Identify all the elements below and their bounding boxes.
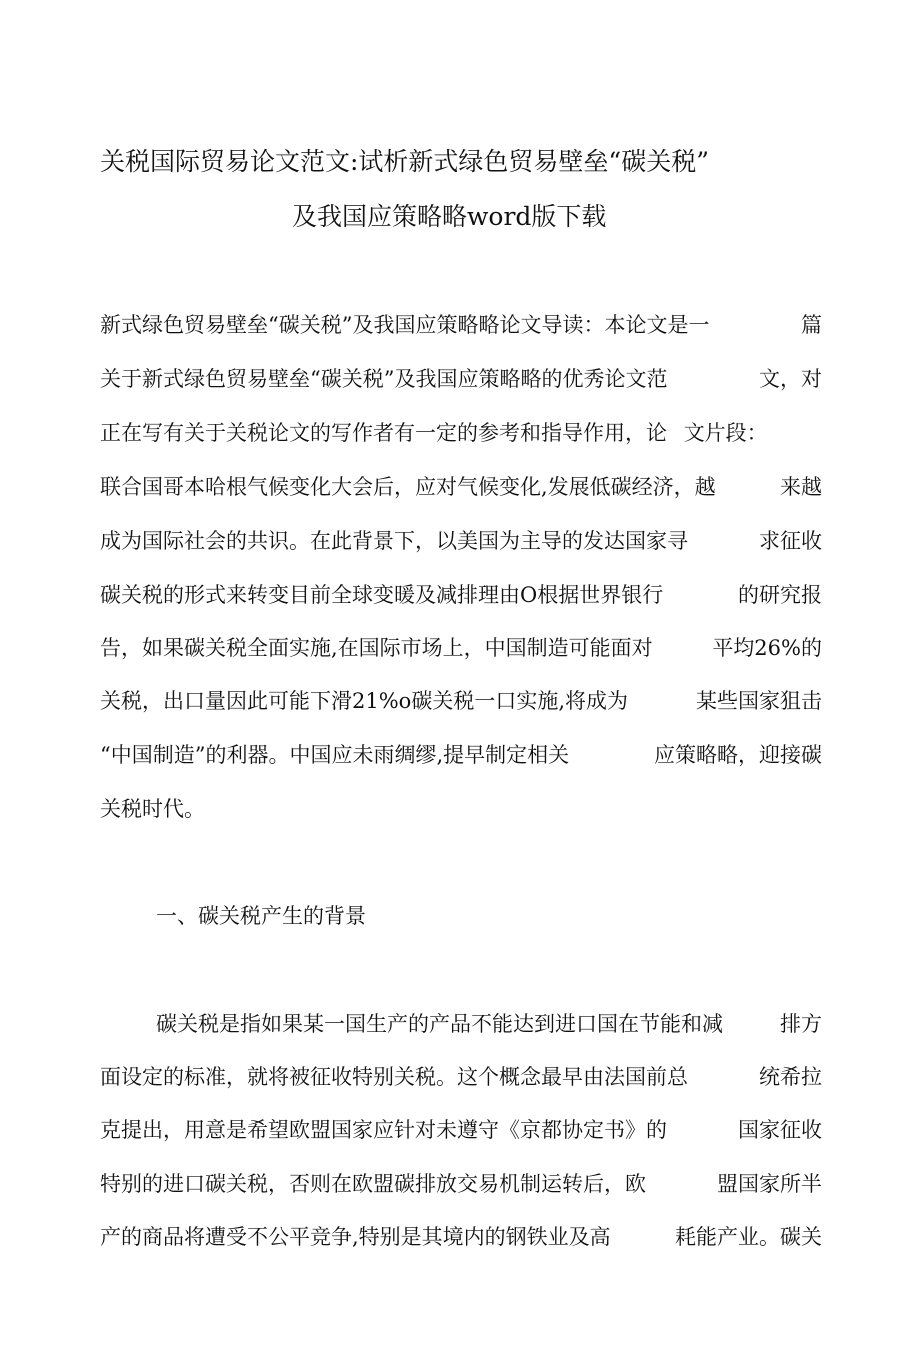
intro-line [100, 310, 822, 340]
intro-text: 碳关税的形式来转变目前全球变暖及减排理由O根据世界银行 [100, 583, 664, 607]
intro-text: 某些国家狙击 [696, 689, 822, 713]
body-text: 碳关税是指如果某一国生产的产品不能达到进口国在节能和减 [156, 1012, 723, 1036]
body-line [100, 1169, 822, 1199]
intro-text: 正在写有关于关税论文的写作者有一定的参考和指导作用，论 [100, 421, 667, 445]
intro-text: 文，对 [759, 367, 822, 391]
intro-text: “中国制造”的利器。中国应未雨绸缪,提早制定相关 [100, 743, 570, 767]
body-line [100, 1115, 822, 1145]
body-line [100, 1062, 822, 1092]
body-text: 排方 [780, 1012, 822, 1036]
intro-line [100, 472, 822, 502]
body-line [100, 1222, 822, 1252]
intro-text: 的研究报 [738, 583, 822, 607]
intro-line [100, 740, 822, 770]
section-heading: 一、碳关税产生的背景 [156, 904, 366, 928]
intro-text: 关于新式绿色贸易壁垒“碳关税”及我国应策略略的优秀论文范 [100, 367, 668, 391]
body-text: 面设定的标准，就将被征收特别关税。这个概念最早由法国前总 [100, 1065, 688, 1089]
intro-line [100, 526, 822, 556]
intro-text: 关税，出口量因此可能下滑21%o碳关税一口实施,将成为 [100, 689, 628, 713]
intro-text: 关税时代。 [100, 797, 205, 821]
intro-text: 求征收 [759, 529, 822, 553]
intro-line [100, 794, 822, 824]
body-text: 产的商品将遭受不公平竞争,特别是其境内的钢铁业及高 [100, 1225, 611, 1249]
intro-line [100, 364, 822, 394]
intro-text: 平均26%的 [712, 636, 822, 660]
body-text: 国家征收 [738, 1118, 822, 1142]
intro-text: 文片段： [683, 421, 768, 445]
intro-text: 告，如果碳关税全面实施,在国际市场上，中国制造可能面对 [100, 636, 653, 660]
document-title-line-2: 及我国应策略略word版下载 [292, 202, 607, 231]
body-text: 特别的进口碳关税，否则在欧盟碳排放交易机制运转后，欧 [100, 1172, 646, 1196]
body-text: 统希拉 [759, 1065, 822, 1089]
intro-text: 新式绿色贸易壁垒“碳关税”及我国应策略略论文导读：本论文是一 [100, 313, 710, 337]
intro-line [100, 580, 822, 610]
body-line [156, 1009, 822, 1039]
body-text: 耗能产业。碳关 [675, 1225, 822, 1249]
intro-line [100, 686, 822, 716]
body-text: 盟国家所半 [717, 1172, 822, 1196]
document-title-line-1: 关税国际贸易论文范文:试析新式绿色贸易壁垒“碳关税” [100, 147, 709, 176]
intro-text: 应策略略，迎接碳 [654, 743, 822, 767]
intro-line [100, 418, 822, 448]
intro-text: 来越 [780, 475, 822, 499]
intro-text: 联合国哥本哈根气候变化大会后，应对气候变化,发展低碳经济，越 [100, 475, 716, 499]
intro-line [100, 633, 822, 663]
intro-text: 成为国际社会的共识。在此背景下，以美国为主导的发达国家寻 [100, 529, 688, 553]
intro-text: 篇 [801, 313, 822, 337]
body-text: 克提出，用意是希望欧盟国家应针对未遵守《京都协定书》的 [100, 1118, 667, 1142]
